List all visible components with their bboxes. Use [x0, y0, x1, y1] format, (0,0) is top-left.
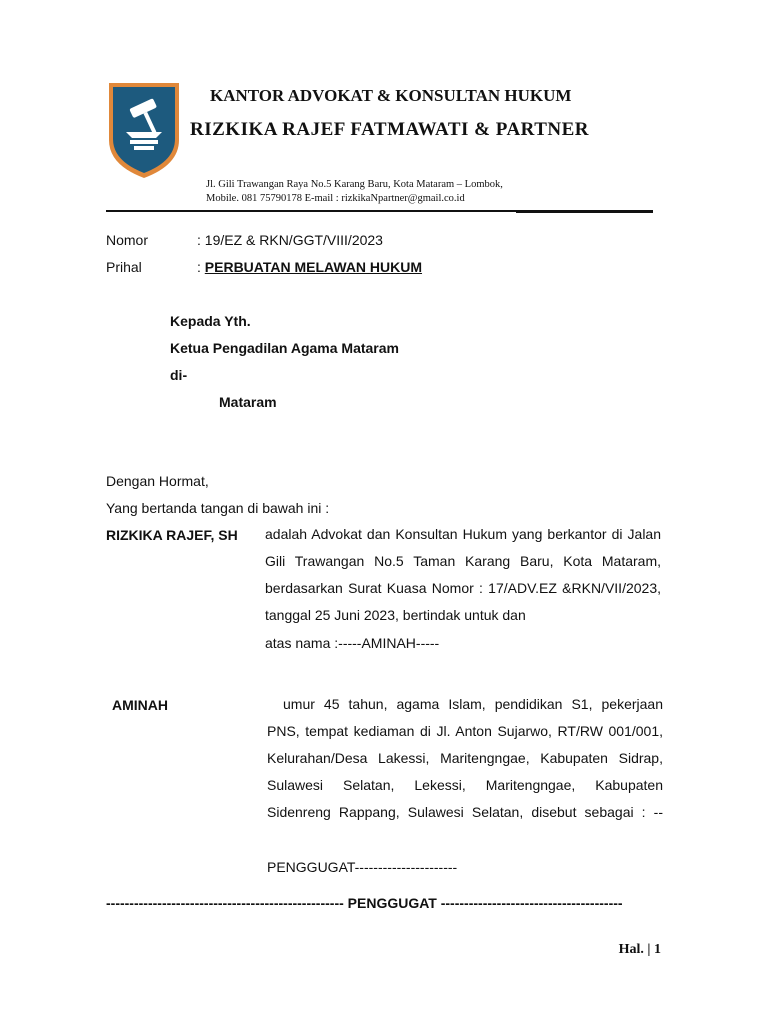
page-number: Hal. | 1: [618, 942, 661, 957]
advocate-name: RIZKIKA RAJEF, SH: [106, 527, 238, 543]
client-name: AMINAH: [112, 697, 168, 713]
law-firm-logo: [106, 80, 182, 180]
advocate-paragraph: adalah Advokat dan Konsultan Hukum yang berkantor di Jalan Gili Trawangan No.5 Taman Karang Baru, Kota Mataram, berdasarkan Surat Kuasa Nomor : 17/ADV.EZ &RKN/VII/2023, tanggal 25 Juni 2023, bertindak untuk dan: [265, 526, 661, 623]
recipient-title: Ketua Pengadilan Agama Mataram: [170, 340, 399, 356]
prihal-value: [197, 259, 422, 275]
firm-name-line1: KANTOR ADVOKAT & KONSULTAN HUKUM: [210, 86, 572, 105]
contact-line: Mobile. 081 75790178 E-mail : rizkikaNpartner@gmail.co.id: [206, 193, 465, 204]
firm-name-line2: RIZKIKA RAJEF FATMAWATI & PARTNER: [190, 119, 590, 140]
prihal-label: Prihal: [106, 259, 142, 275]
client-paragraph-end: PENGGUGAT----------------------: [267, 859, 458, 875]
client-paragraph: umur 45 tahun, agama Islam, pendidikan S1, pekerjaan PNS, tempat kediaman di Jl. Anton Sujarwo, RT/RW 001/001, Kelurahan/Desa Lakessi, Maritengngae, Kabupaten Sidrap, Sulawesi Selatan, Lekessi, Maritengngae, Kabupaten Sidenreng Rappang, Sulawesi Selatan, disebut sebagai : --: [267, 696, 663, 820]
recipient-di: di-: [170, 367, 188, 383]
letterhead-divider-accent: [516, 210, 653, 213]
firm-address: [206, 178, 503, 206]
nomor-label: Nomor: [106, 232, 149, 248]
recipient-salutation: Kepada Yth.: [170, 313, 251, 329]
prihal-subject: PERBUATAN MELAWAN HUKUM: [204, 259, 423, 275]
nomor-value: : 19/EZ & RKN/GGT/VIII/2023: [197, 232, 383, 248]
party-divider: --------------------------------------------------- PENGGUGAT ---------------------------------------: [106, 895, 623, 911]
address-line: Jl. Gili Trawangan Raya No.5 Karang Baru, Kota Mataram – Lombok,: [206, 179, 503, 190]
greeting: Dengan Hormat,: [106, 473, 209, 489]
advocate-paragraph-end: atas nama :-----AMINAH-----: [265, 635, 440, 651]
recipient-city: Mataram: [219, 394, 277, 410]
prihal-colon: :: [197, 259, 201, 275]
intro-text: Yang bertanda tangan di bawah ini :: [106, 500, 330, 516]
